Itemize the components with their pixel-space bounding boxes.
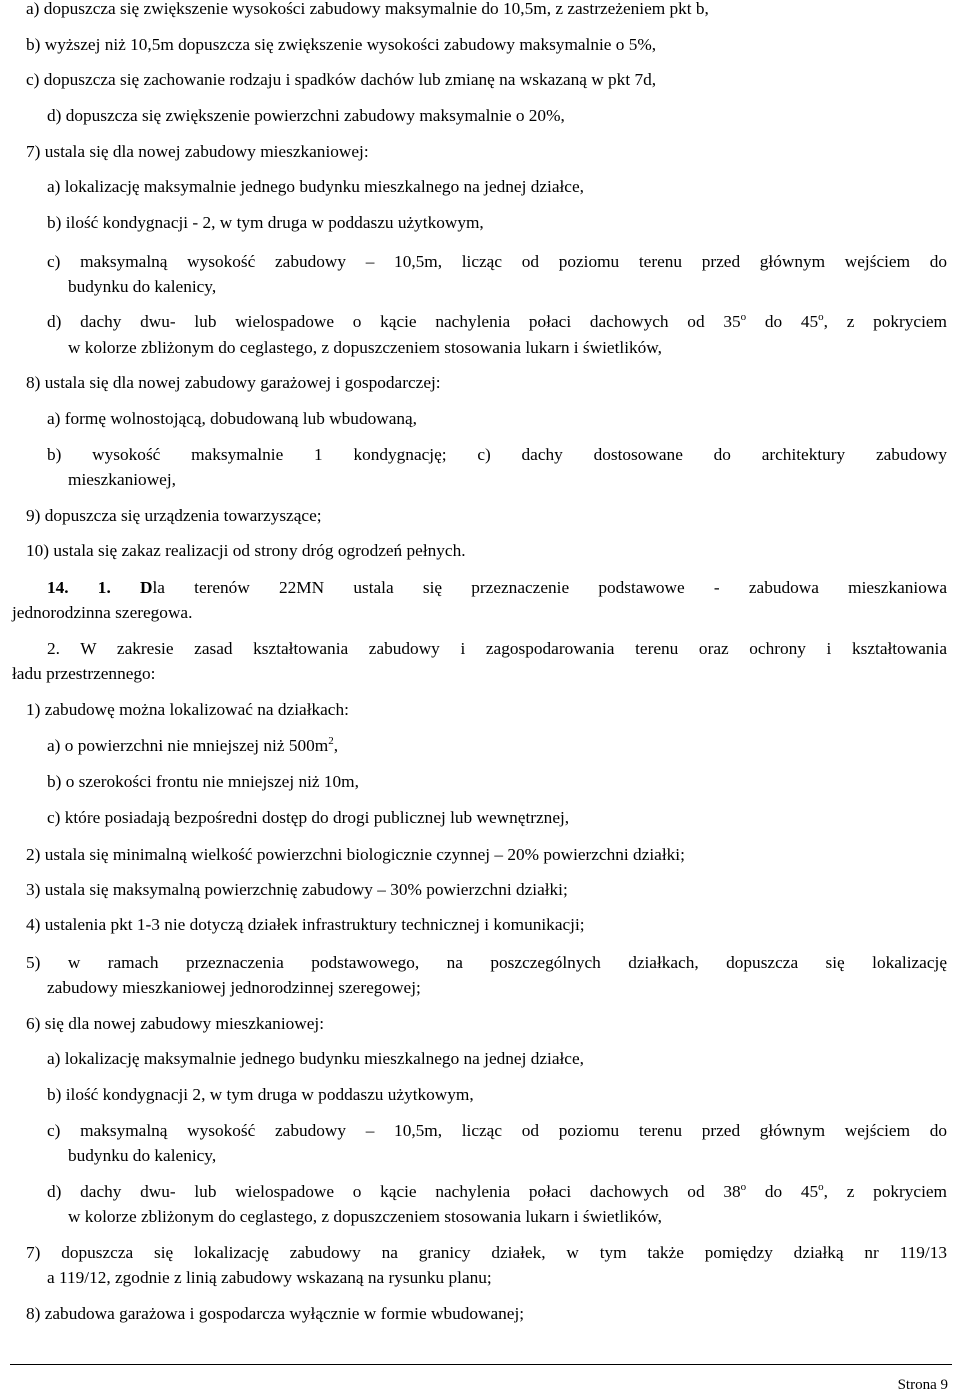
text-fragment: a) o powierzchni nie mniejszej niż 500m [47,736,329,755]
text-fragment: la terenów 22MN ustala się przeznaczenie podstawowe - zabudowa mieszkaniowa [152,578,947,597]
text-line: 9) dopuszcza się urządzenia towarzyszące; [26,506,322,525]
text-line: b) o szerokości frontu nie mniejszej niż 10m, [47,772,359,791]
text-line: 1) zabudowę można lokalizować na działkach: [26,700,349,719]
footer-divider [10,1364,952,1365]
text-line: a 119/12, zgodnie z linią zabudowy wskazaną na rysunku planu; [47,1268,492,1287]
text-line: 6) się dla nowej zabudowy mieszkaniowej: [26,1014,325,1033]
superscript: 2 [328,735,334,748]
text-line: budynku do kalenicy, [68,277,217,296]
text-line: a) lokalizację maksymalnie jednego budynku mieszkalnego na jednej działce, [47,177,584,196]
text-fragment: , [333,736,339,755]
superscript: o [818,1181,824,1194]
text-line: jednorodzinna szeregowa. [12,603,193,622]
text-fragment: , z pokryciem [823,1182,947,1201]
section-heading-line [47,576,947,600]
text-line: b) wysokość maksymalnie 1 kondygnację; c) dachy dostosowane do architektury zabudowy [47,445,947,464]
text-line: 8) ustala się dla nowej zabudowy garażowej i gospodarczej: [26,373,441,392]
text-fragment: do 45 [746,1182,819,1201]
text-line: 3) ustala się maksymalną powierzchnię zabudowy – 30% powierzchni działki; [26,880,568,899]
text-line: 2. W zakresie zasad kształtowania zabudowy i zagospodarowania terenu oraz ochrony i kształtowania [47,639,947,658]
text-line: 2) ustala się minimalną wielkość powierzchni biologicznie czynnej – 20% powierzchni działki; [26,845,685,864]
text-line: 8) zabudowa garażowa i gospodarcza wyłącznie w formie wbudowanej; [26,1304,525,1323]
section-number: 14. 1. D [47,578,153,597]
text-line [47,310,947,334]
text-line [47,1180,947,1204]
text-fragment: d) dachy dwu- lub wielospadowe o kącie nachylenia połaci dachowych od 38 [47,1182,741,1201]
text-line: zabudowy mieszkaniowej jednorodzinnej szeregowej; [47,978,421,997]
text-line: b) ilość kondygnacji 2, w tym druga w poddaszu użytkowym, [47,1085,474,1104]
text-line [47,734,338,758]
superscript: o [740,311,747,324]
page-number: Strona 9 [897,1377,948,1393]
text-line: 5) w ramach przeznaczenia podstawowego, na poszczególnych działkach, dopuszcza się lokalizację [26,953,947,972]
text-line: w kolorze zbliżonym do ceglastego, z dopuszczeniem stosowania lukarn i świetlików, [68,338,662,357]
text-line: c) maksymalną wysokość zabudowy – 10,5m, licząc od poziomu terenu przed głównym wejściem do [47,1121,947,1140]
text-line: budynku do kalenicy, [68,1146,217,1165]
text-line: b) wyższej niż 10,5m dopuszcza się zwiększenie wysokości zabudowy maksymalnie o 5%, [26,35,657,54]
superscript: o [818,311,824,324]
text-line: ładu przestrzennego: [12,664,156,683]
text-fragment: d) dachy dwu- lub wielospadowe o kącie nachylenia połaci dachowych od 35 [47,312,741,331]
text-line: a) formę wolnostojącą, dobudowaną lub wbudowaną, [47,409,418,428]
text-fragment: do 45 [746,312,819,331]
text-line: a) lokalizację maksymalnie jednego budynku mieszkalnego na jednej działce, [47,1049,584,1068]
text-line: c) dopuszcza się zachowanie rodzaju i spadków dachów lub zmianę na wskazaną w pkt 7d, [26,70,657,89]
text-line: 7) dopuszcza się lokalizację zabudowy na granicy działek, w tym także pomiędzy działką nr 119/13 [26,1243,947,1262]
text-line: 4) ustalenia pkt 1-3 nie dotyczą działek infrastruktury technicznej i komunikacji; [26,915,585,934]
text-line: 10) ustala się zakaz realizacji od strony dróg ogrodzeń pełnych. [26,541,466,560]
text-line: b) ilość kondygnacji - 2, w tym druga w poddaszu użytkowym, [47,213,484,232]
text-fragment: , z pokryciem [823,312,947,331]
text-line: c) maksymalną wysokość zabudowy – 10,5m, licząc od poziomu terenu przed głównym wejściem do [47,252,947,271]
text-line: w kolorze zbliżonym do ceglastego, z dopuszczeniem stosowania lukarn i świetlików, [68,1207,662,1226]
text-line: d) dopuszcza się zwiększenie powierzchni zabudowy maksymalnie o 20%, [47,106,565,125]
text-line: a) dopuszcza się zwiększenie wysokości zabudowy maksymalnie do 10,5m, z zastrzeżeniem pkt b, [26,0,709,18]
text-line: 7) ustala się dla nowej zabudowy mieszkaniowej: [26,142,369,161]
text-line: mieszkaniowej, [68,470,176,489]
text-line: c) które posiadają bezpośredni dostęp do drogi publicznej lub wewnętrznej, [47,808,570,827]
superscript: o [740,1181,747,1194]
